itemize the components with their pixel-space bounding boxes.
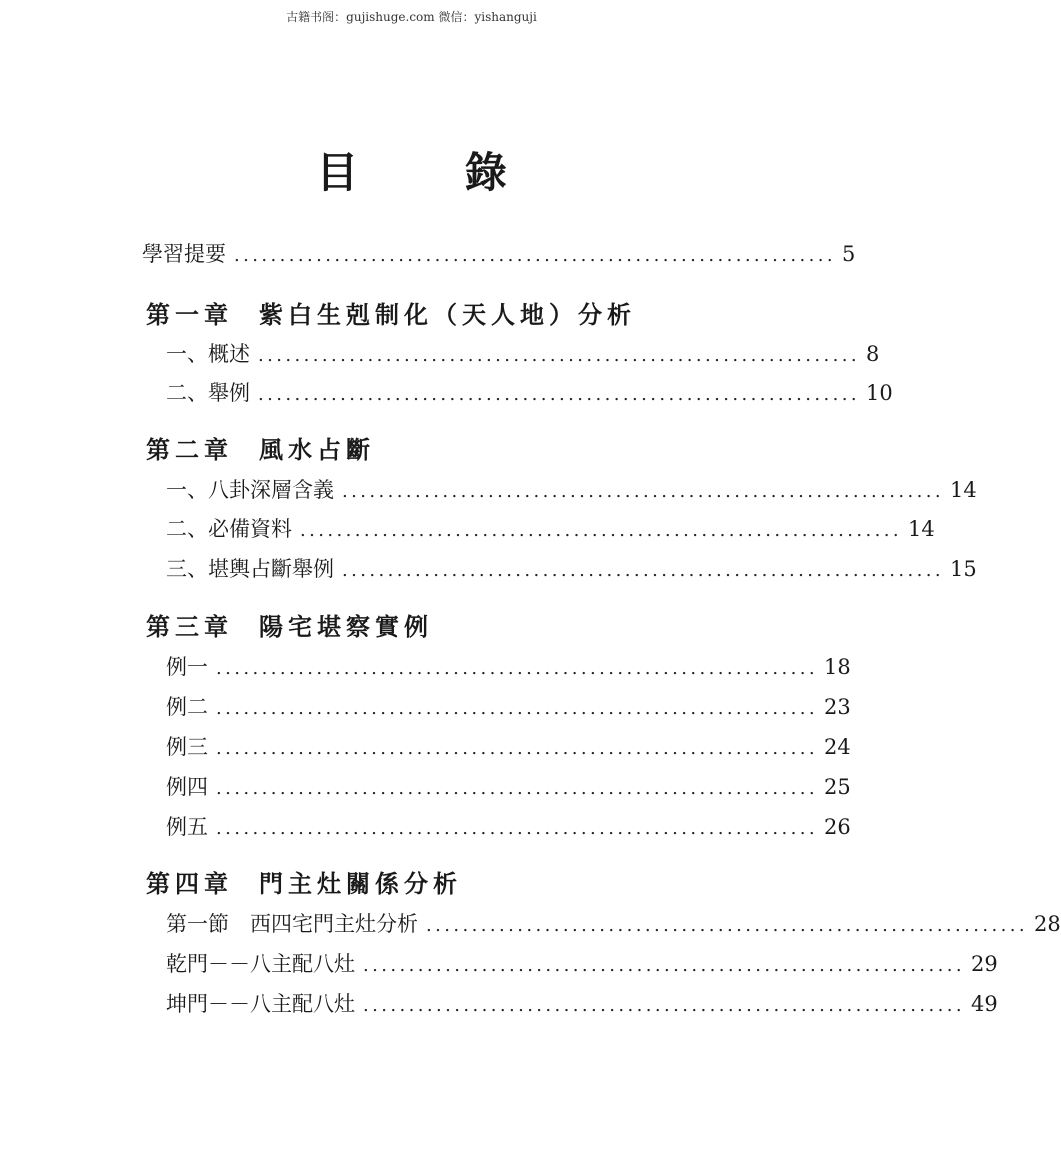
toc-page-number: 23 [824, 695, 851, 719]
chapter-heading-2[interactable] [146, 430, 375, 465]
leader-dots: .................................................................. [258, 384, 861, 405]
toc-page-number: 15 [950, 557, 977, 581]
leader-dots: .................................................................. [258, 345, 861, 366]
toc-entry[interactable] [166, 651, 851, 681]
toc-entry-label: 學習提要 [142, 242, 226, 266]
chapter-title: 陽宅堪察實例 [259, 613, 433, 641]
leader-dots: .................................................................. [363, 955, 966, 976]
leader-dots: .................................................................. [426, 915, 1029, 936]
toc-entry[interactable] [166, 988, 998, 1018]
chapter-title: 紫白生剋制化（天人地）分析 [259, 301, 636, 329]
leader-dots: .................................................................. [342, 481, 945, 502]
toc-entry-label: 例四 [166, 775, 208, 799]
toc-page-number: 5 [842, 242, 856, 266]
toc-page-number: 18 [824, 655, 851, 679]
toc-entry-label: 一、八卦深層含義 [166, 478, 334, 502]
toc-entry[interactable] [166, 731, 851, 761]
toc-entry-label: 乾門－－八主配八灶 [166, 952, 355, 976]
chapter-heading-3[interactable] [146, 607, 433, 642]
toc-entry-label: 第一節 西四宅門主灶分析 [166, 912, 418, 936]
chapter-number: 第四章 [146, 870, 233, 898]
toc-entry[interactable] [166, 474, 977, 504]
leader-dots: .................................................................. [216, 778, 819, 799]
chapter-title: 門主灶關係分析 [259, 870, 462, 898]
toc-entry[interactable] [166, 377, 893, 407]
toc-page-number: 14 [950, 478, 977, 502]
toc-entry-label: 二、舉例 [166, 381, 250, 405]
leader-dots: .................................................................. [300, 520, 903, 541]
toc-entry[interactable] [166, 691, 851, 721]
chapter-number: 第一章 [146, 301, 233, 329]
toc-entry-label: 一、概述 [166, 342, 250, 366]
toc-entry-label: 例一 [166, 655, 208, 679]
toc-page-number: 14 [908, 517, 935, 541]
leader-dots: .................................................................. [216, 698, 819, 719]
toc-page-number: 29 [971, 952, 998, 976]
chapter-number: 第三章 [146, 613, 233, 641]
toc-entry-label: 例二 [166, 695, 208, 719]
leader-dots: .................................................................. [216, 818, 819, 839]
chapter-heading-1[interactable] [146, 295, 636, 330]
toc-entry-label: 二、必備資料 [166, 517, 292, 541]
toc-page-number: 49 [971, 992, 998, 1016]
toc-entry[interactable] [166, 811, 851, 841]
toc-page-number: 24 [824, 735, 851, 759]
toc-entry[interactable] [166, 553, 977, 583]
toc-entry-label: 三、堪輿占斷舉例 [166, 557, 334, 581]
toc-entry[interactable] [166, 771, 851, 801]
leader-dots: .................................................................. [363, 995, 966, 1016]
toc-page-number: 28 [1034, 912, 1061, 936]
toc-entry-intro[interactable] [142, 238, 856, 268]
leader-dots: .................................................................. [216, 658, 819, 679]
toc-entry[interactable] [166, 338, 880, 368]
leader-dots: .................................................................. [216, 738, 819, 759]
toc-page-number: 10 [866, 381, 893, 405]
chapter-title: 風水占斷 [259, 436, 375, 464]
chapter-number: 第二章 [146, 436, 233, 464]
toc-page-number: 25 [824, 775, 851, 799]
chapter-heading-4[interactable] [146, 864, 462, 899]
toc-entry-label: 例五 [166, 815, 208, 839]
toc-entry-label: 坤門－－八主配八灶 [166, 992, 355, 1016]
toc-entry-label: 例三 [166, 735, 208, 759]
toc-entry[interactable] [166, 948, 998, 978]
leader-dots: .................................................................. [234, 245, 837, 266]
page-title: 目 錄 [316, 148, 553, 197]
watermark: 古籍书阁：gujishuge.com 微信：yishanguji [286, 10, 537, 24]
toc-page-number: 26 [824, 815, 851, 839]
toc-page-number: 8 [866, 342, 880, 366]
leader-dots: .................................................................. [342, 560, 945, 581]
toc-entry[interactable] [166, 513, 935, 543]
toc-entry[interactable] [166, 908, 1061, 938]
